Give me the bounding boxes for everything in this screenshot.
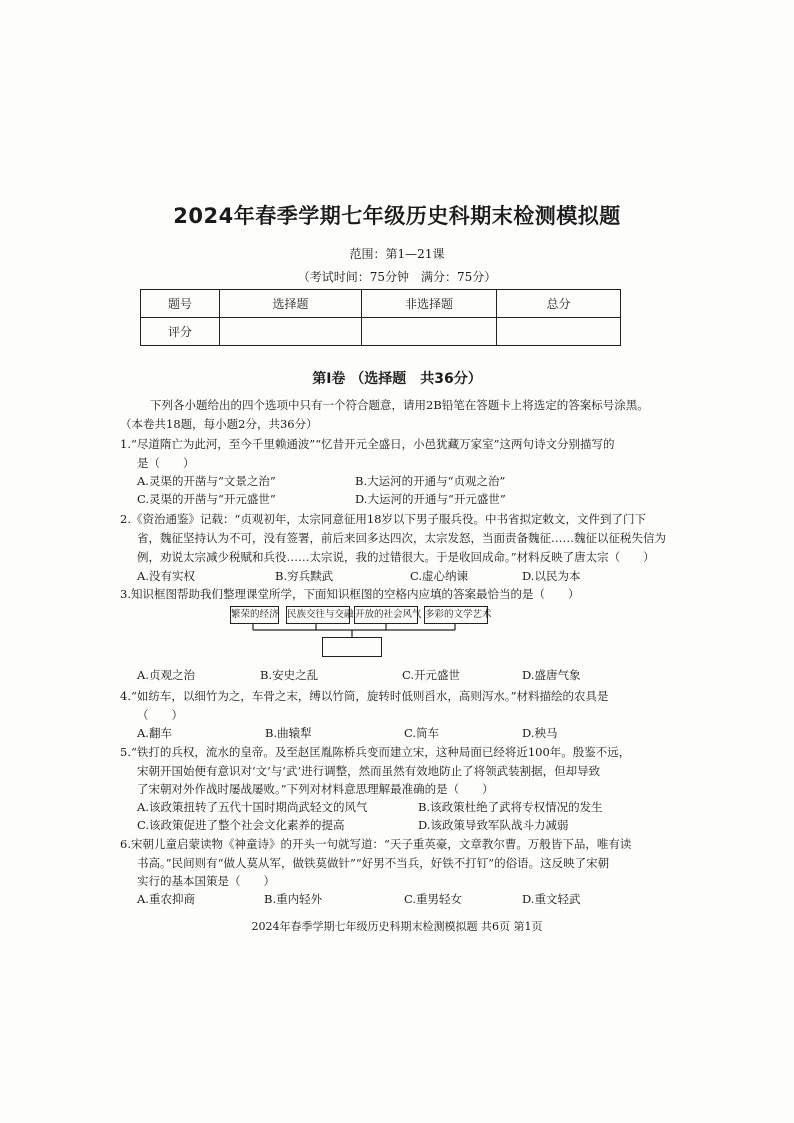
exam-info: （考试时间：75分钟 满分：75分） bbox=[297, 270, 497, 284]
q5-stem-2: 宋朝开国始便有意识对‘文’与‘武’进行调整，然而虽然有效地防止了将领武装割据，但却导致 bbox=[137, 764, 601, 778]
q1-stem-1: 1.“尽道隋亡为此河，至今千里赖通波”“忆昔开元全盛日，小邑犹藏万家室”这两句诗文分别描写的 bbox=[120, 437, 615, 451]
q2-option-c[interactable]: C.虚心纳谏 bbox=[410, 569, 469, 583]
q3-option-b[interactable]: B.安史之乱 bbox=[260, 668, 319, 682]
q2-option-b[interactable]: B.穷兵黩武 bbox=[275, 569, 334, 583]
instructions-line-1: 下列各小题给出的四个选项中只有一个符合题意，请用2B铅笔在答题卡上将选定的答案标号涂黑。 bbox=[150, 398, 649, 412]
q1-option-d[interactable]: D.大运河的开通与“开元盛世” bbox=[355, 492, 506, 506]
q2-stem-3: 例，劝说太宗减少税赋和兵役……太宗说，我的过错很大。于是收回成命。”材料反映了唐太宗（ ） bbox=[137, 550, 655, 564]
q1-option-b[interactable]: B.大运河的开通与“贞观之治” bbox=[355, 474, 506, 488]
exam-scope: 范围：第1—21课 bbox=[349, 247, 445, 261]
q6-option-b[interactable]: B.重内轻外 bbox=[264, 892, 323, 906]
q5-stem-3: 了宋朝对外作战时屡战屡败。”下列对材料意思理解最准确的是（ ） bbox=[137, 782, 494, 796]
q5-option-b[interactable]: B.该政策杜绝了武将专权情况的发生 bbox=[418, 800, 603, 814]
q5-option-d[interactable]: D.该政策导致军队战斗力减弱 bbox=[418, 818, 569, 832]
q2-option-a[interactable]: A.没有实权 bbox=[137, 569, 195, 583]
q6-option-c[interactable]: C.重男轻女 bbox=[404, 892, 463, 906]
q4-option-a[interactable]: A.翻车 bbox=[137, 726, 172, 740]
section-title: 第Ⅰ卷 （选择题 共36分） bbox=[312, 371, 482, 387]
q6-stem-3: 实行的基本国策是（ ） bbox=[137, 874, 275, 888]
q2-stem-1: 2.《资治通鉴》记载：“贞观初年，太宗同意征用18岁以下男子服兵役。中书省拟定敕文，文件到了门下 bbox=[120, 512, 646, 526]
q4-option-d[interactable]: D.秧马 bbox=[522, 726, 558, 740]
q3-option-d[interactable]: D.盛唐气象 bbox=[522, 668, 581, 682]
diagram-box-culture: 多彩的文学艺术 bbox=[424, 606, 488, 624]
q4-stem-2: （ ） bbox=[137, 708, 183, 722]
q3-stem-1: 3.知识框图帮助我们整理课堂所学，下面知识框图的空格内应填的答案最恰当的是（ ） bbox=[120, 587, 580, 601]
q6-stem-1: 6.宋朝儿童启蒙读物《神童诗》的开头一句就写道：“天子重英豪，文章教尔曹。万般皆下品，唯有读 bbox=[120, 837, 632, 851]
exam-title: 2024年春季学期七年级历史科期末检测模拟题 bbox=[173, 204, 621, 228]
diagram-box-economy: 繁荣的经济 bbox=[230, 606, 279, 624]
diagram-blank-box[interactable] bbox=[322, 637, 382, 657]
q1-option-a[interactable]: A.灵渠的开凿与“文景之治” bbox=[137, 474, 276, 488]
q6-stem-2: 书高。”民间则有“做人莫从军，做铁莫做针”“好男不当兵，好铁不打钉”的俗语。这反映了宋朝 bbox=[137, 856, 610, 870]
score-table-label-score: 评分 bbox=[141, 318, 220, 346]
q1-stem-2: 是（ ） bbox=[137, 456, 195, 470]
q2-stem-2: 省，魏征坚持认为不可，没有签署，前后来回多达四次，太宗发怒，当面责备魏征……魏征以征税失信为 bbox=[137, 531, 666, 545]
score-table-header-choice: 选择题 bbox=[220, 290, 362, 318]
q5-option-c[interactable]: C.该政策促进了整个社会文化素养的提高 bbox=[137, 818, 345, 832]
q2-option-d[interactable]: D.以民为本 bbox=[522, 569, 581, 583]
q6-option-d[interactable]: D.重文轻武 bbox=[522, 892, 581, 906]
q3-option-c[interactable]: C.开元盛世 bbox=[402, 668, 461, 682]
score-table-header-total: 总分 bbox=[497, 290, 621, 318]
diagram-box-ethnic: 民族交往与交融 bbox=[286, 606, 350, 624]
q3-option-a[interactable]: A.贞观之治 bbox=[137, 668, 195, 682]
page-footer: 2024年春季学期七年级历史科期末检测模拟题 共6页 第1页 bbox=[251, 920, 543, 933]
q1-option-c[interactable]: C.灵渠的开凿与“开元盛世” bbox=[137, 492, 276, 506]
q5-stem-1: 5.“铁打的兵权，流水的皇帝。及至赵匡胤陈桥兵变而建立宋，这种局面已经将近100年。殷鉴不远， bbox=[120, 745, 631, 759]
diagram-box-society: 开放的社会风气 bbox=[354, 606, 418, 624]
score-table-header-nonchoice: 非选择题 bbox=[362, 290, 497, 318]
q5-option-a[interactable]: A.该政策扭转了五代十国时期尚武轻文的风气 bbox=[137, 800, 368, 814]
q4-stem-1: 4.“如纺车，以细竹为之，车骨之末，缚以竹筒，旋转时低则舀水，高则泻水。”材料描绘的农具是 bbox=[120, 689, 609, 703]
instructions-line-2: （本卷共18题，每小题2分，共36分） bbox=[120, 417, 318, 431]
q4-option-c[interactable]: C.筒车 bbox=[404, 726, 440, 740]
q4-option-b[interactable]: B.曲辕犁 bbox=[265, 726, 312, 740]
q6-option-a[interactable]: A.重农抑商 bbox=[137, 892, 195, 906]
score-table-header-no: 题号 bbox=[141, 290, 220, 318]
